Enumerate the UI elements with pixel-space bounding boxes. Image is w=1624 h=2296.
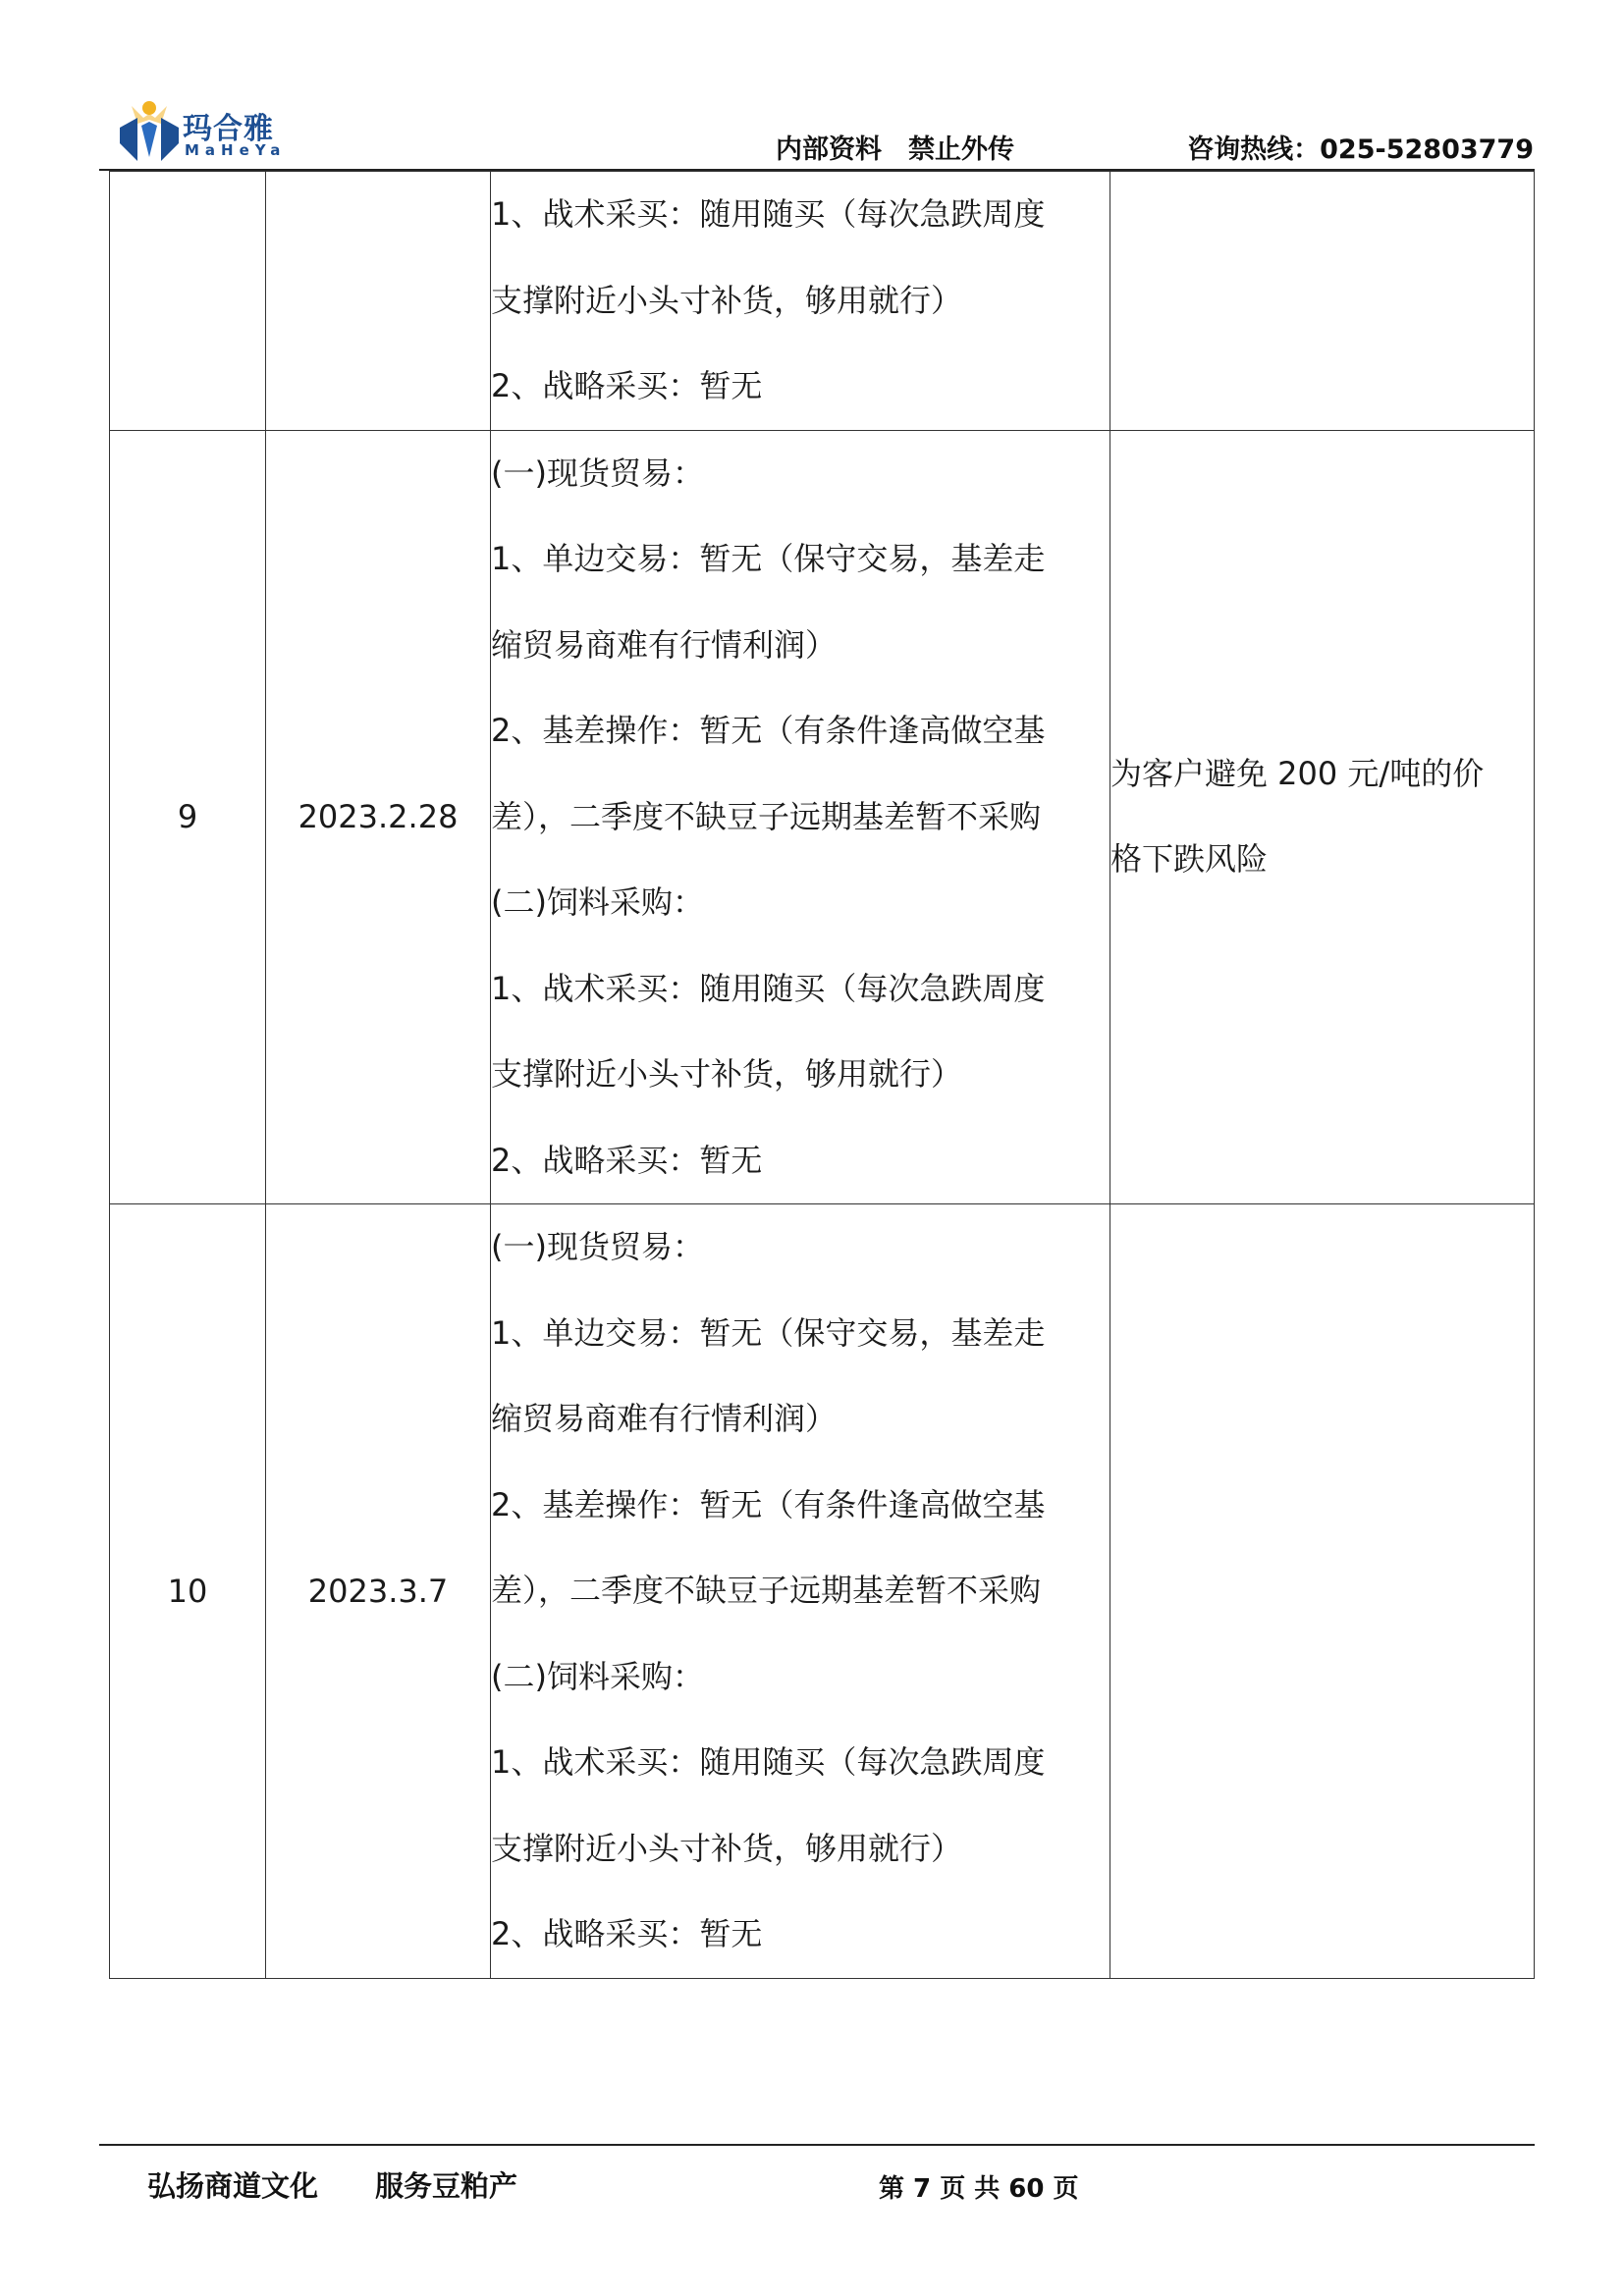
strategy-line: 1、战术采买：随用随买（每次急跌周度: [491, 195, 1046, 233]
strategy-line: 1、单边交易：暂无（保守交易，基差走: [491, 540, 1046, 577]
cell-number: 10: [110, 1204, 266, 1979]
strategy-line: 缩贸易商难有行情利润）: [491, 625, 838, 664]
table-row: [110, 430, 1535, 1204]
strategy-line: 1、战术采买：随用随买（每次急跌周度: [491, 969, 1046, 1007]
cell-strategy: [491, 172, 1110, 431]
cell-strategy: [491, 1204, 1110, 1979]
strategy-line: 缩贸易商难有行情利润）: [491, 1400, 838, 1437]
logo-emblem-icon: [118, 96, 181, 165]
strategy-line: (二)饲料采购：: [491, 1657, 704, 1695]
strategy-line: 1、单边交易：暂无（保守交易，基差走: [491, 1313, 1046, 1352]
strategy-line: (一)现货贸易：: [491, 1228, 704, 1265]
strategy-line: (一)现货贸易：: [491, 454, 704, 492]
result-line: 为客户避免 200 元/吨的价: [1110, 754, 1485, 792]
logo-english-name: MaHeYa: [185, 141, 287, 159]
page-number: 第 7 页 共 60 页: [879, 2174, 1079, 2204]
strategy-line: 2、战略采买：暂无: [491, 1141, 763, 1179]
table-row: [110, 1204, 1535, 1979]
logo-chinese-name: 玛合雅: [183, 112, 274, 146]
strategy-line: 2、基差操作：暂无（有条件逢高做空基: [491, 712, 1046, 749]
cell-strategy: [491, 430, 1110, 1204]
strategy-line: 差），二季度不缺豆子远期基差暂不采购: [491, 797, 1042, 835]
confidential-notice: 内部资料 禁止外传: [776, 134, 1014, 165]
cell-result: [1110, 172, 1535, 431]
cell-date: 2023.2.28: [266, 430, 491, 1204]
cell-result: [1110, 430, 1535, 1204]
company-logo: [118, 96, 304, 167]
footer-divider: [99, 2144, 1535, 2146]
hotline-text: 咨询热线：025-52803779: [1187, 134, 1534, 165]
strategy-line: 差），二季度不缺豆子远期基差暂不采购: [491, 1572, 1042, 1609]
strategy-line: 支撑附近小头寸补货，够用就行）: [491, 1829, 963, 1867]
strategy-line: 2、战略采买：暂无: [491, 367, 763, 404]
strategy-line: 支撑附近小头寸补货，够用就行）: [491, 281, 963, 319]
page-header: [0, 0, 1624, 172]
table-row-continued: [110, 172, 1535, 431]
strategy-line: 1、战术采买：随用随买（每次急跌周度: [491, 1743, 1046, 1781]
strategy-table: [109, 171, 1535, 1979]
strategy-line: 2、战略采买：暂无: [491, 1915, 763, 1952]
cell-result: [1110, 1204, 1535, 1979]
strategy-line: 2、基差操作：暂无（有条件逢高做空基: [491, 1485, 1046, 1523]
cell-date: [266, 172, 491, 431]
result-line: 格下跌风险: [1110, 840, 1269, 879]
footer-slogan: 弘扬商道文化 服务豆粕产: [147, 2169, 518, 2203]
cell-number: [110, 172, 266, 431]
strategy-line: 支撑附近小头寸补货，够用就行）: [491, 1055, 963, 1093]
strategy-line: (二)饲料采购：: [491, 883, 704, 921]
cell-number: 9: [110, 430, 266, 1204]
cell-date: 2023.3.7: [266, 1204, 491, 1979]
